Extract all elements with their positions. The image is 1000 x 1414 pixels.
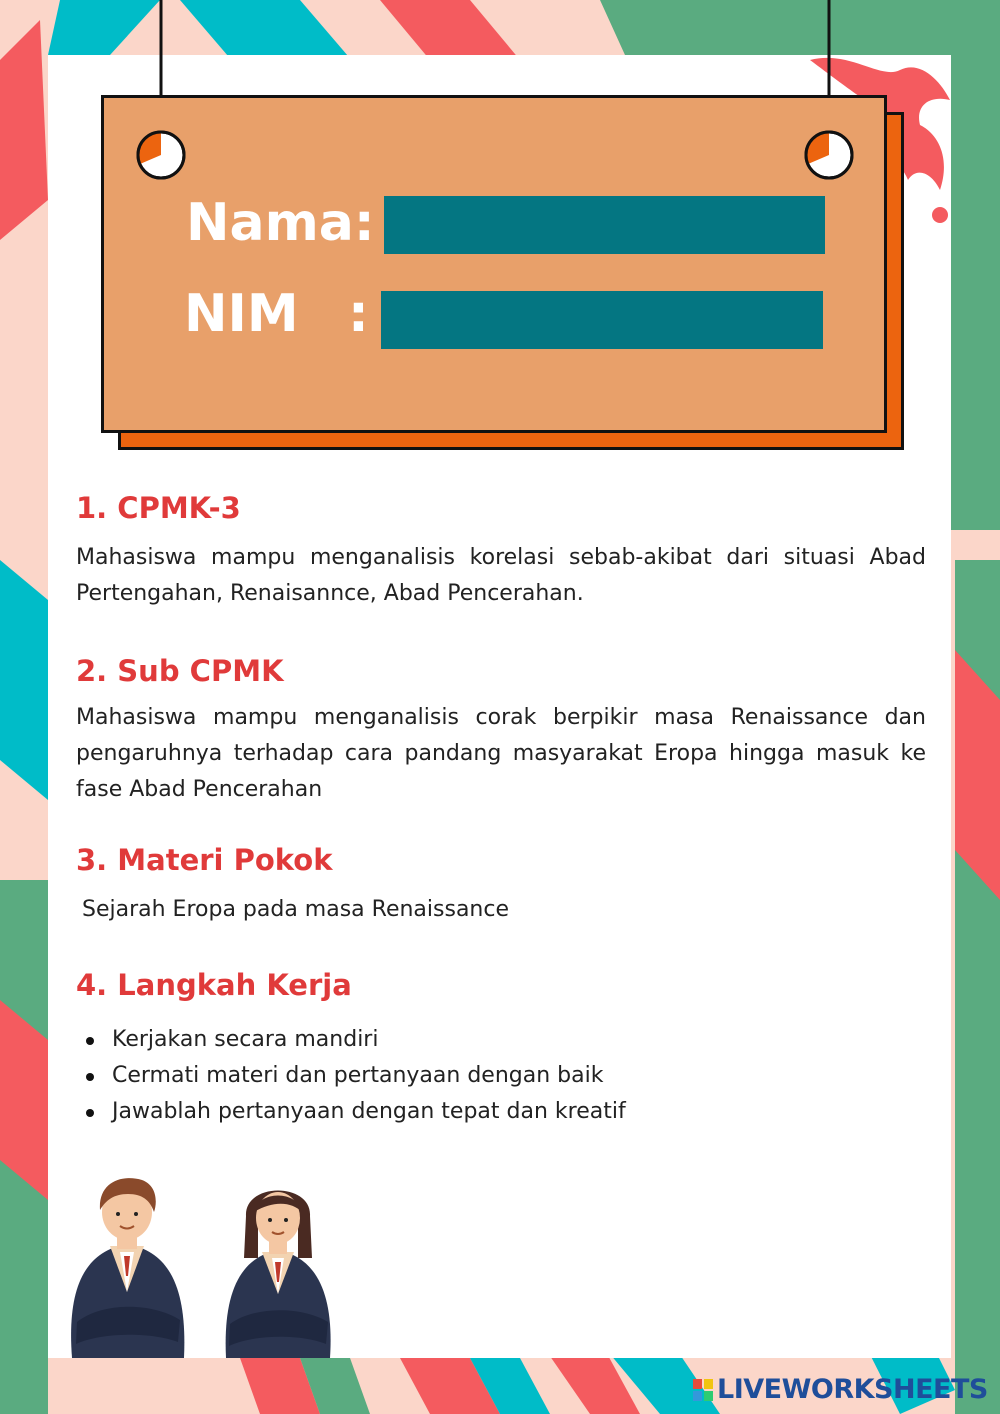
nim-field[interactable]	[381, 291, 823, 349]
liveworksheets-logo-icon	[693, 1379, 713, 1401]
list-item: Cermati materi dan pertanyaan dengan baik	[112, 1058, 626, 1094]
section-heading-langkah: 4. Langkah Kerja	[76, 968, 352, 1002]
name-sign	[101, 95, 887, 433]
nim-colon: :	[348, 284, 369, 344]
list-item: Kerjakan secara mandiri	[112, 1022, 626, 1058]
liveworksheets-branding	[693, 1374, 993, 1406]
steps-list	[112, 1022, 626, 1130]
male-student-illustration	[62, 1172, 192, 1358]
name-label: Nama:	[186, 193, 375, 253]
right-hook-icon	[802, 128, 856, 182]
section-heading-cpmk: 1. CPMK-3	[76, 491, 241, 525]
left-hook-icon	[134, 128, 188, 182]
nim-label: NIM	[184, 284, 299, 344]
section-heading-materi: 3. Materi Pokok	[76, 843, 333, 877]
section-body-materi: Sejarah Eropa pada masa Renaissance	[82, 897, 510, 922]
section-heading-sub-cpmk: 2. Sub CPMK	[76, 654, 284, 688]
section-body-cpmk: Mahasiswa mampu menganalisis korelasi sebab-akibat dari situasi Abad Pertengahan, Renaisannce, Abad Pencerahan.	[76, 545, 926, 606]
brand-text: LIVEWORKSHEETS	[717, 1374, 988, 1405]
list-item: Jawablah pertanyaan dengan tepat dan kreatif	[112, 1094, 626, 1130]
section-body-sub-cpmk: Mahasiswa mampu menganalisis corak berpikir masa Renaissance dan pengaruhnya terhadap cara pandang masyarakat Eropa hingga masuk ke fase Abad Pencerahan	[76, 705, 926, 802]
female-student-illustration	[218, 1176, 338, 1358]
name-field[interactable]	[384, 196, 825, 254]
